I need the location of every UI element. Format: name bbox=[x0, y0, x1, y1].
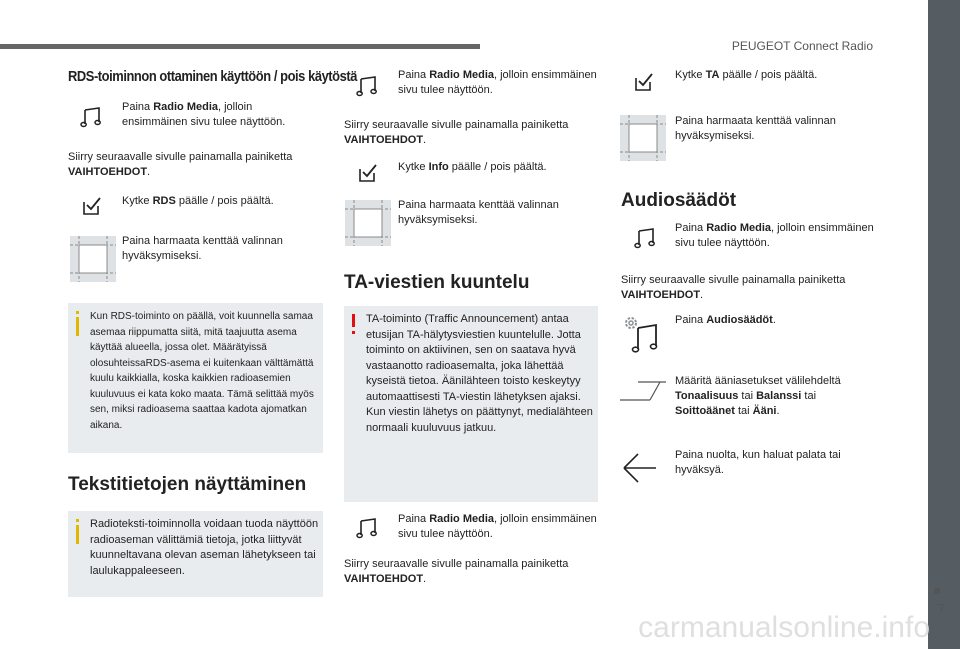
info-note-rds: Kun RDS-toiminto on päällä, voit kuunnella samaa asemaa riippumatta siitä, mitä taajuutta asema käyttää alueella, jossa olet. Määrätyissä olosuhteissaRDS-asema ei kuitenkaan välttämättä kuulu kaikkialla, koska kaikkien radioasemien kuuluvuus ei kata koko maata. Tämä selittää myös sen, miksi radioasema saattaa kadota ajomatkan aikana. bbox=[68, 303, 323, 453]
watermark: carmanualsonline.info bbox=[638, 611, 930, 644]
checkbox-icon bbox=[82, 196, 102, 216]
col1-para1: Siirry seuraavalle sivulle painamalla painiketta VAIHTOEHDOT. bbox=[68, 151, 293, 178]
col1-step2: Kytke RDS päälle / pois päältä. bbox=[122, 195, 274, 207]
music-note-icon bbox=[356, 75, 378, 97]
col3-step3: Paina Radio Media, jolloin ensimmäinen sivu tulee näyttöön. bbox=[675, 222, 874, 249]
grey-field-icon bbox=[620, 115, 666, 161]
music-note-icon bbox=[634, 227, 656, 249]
col2-step3: Paina harmaata kenttää valinnan hyväksymiseksi. bbox=[398, 199, 559, 226]
col2-step1: Paina Radio Media, jolloin ensimmäinen sivu tulee näyttöön. bbox=[398, 69, 597, 96]
col3-step5: Määritä ääniasetukset välilehdeltä Tonaalisuus tai Balanssi tai Soittoäänet tai Ääni. bbox=[675, 375, 841, 417]
music-note-icon bbox=[80, 106, 102, 128]
header-title: PEUGEOT Connect Radio bbox=[731, 39, 873, 53]
info-icon bbox=[76, 317, 79, 336]
checkbox-icon bbox=[358, 163, 378, 183]
col2-step4: Paina Radio Media, jolloin ensimmäinen sivu tulee näyttöön. bbox=[398, 513, 597, 540]
info-icon bbox=[76, 525, 79, 544]
back-arrow-icon bbox=[622, 450, 658, 486]
col1-step3: Paina harmaata kenttää valinnan hyväksymiseksi. bbox=[122, 235, 283, 262]
col2-step2: Kytke Info päälle / pois päältä. bbox=[398, 161, 547, 173]
warning-icon bbox=[352, 314, 355, 327]
col3-para1: Siirry seuraavalle sivulle painamalla painiketta VAIHTOEHDOT. bbox=[621, 274, 846, 301]
section-title-audio: Audiosäädöt bbox=[621, 190, 737, 211]
col1-step1: Paina Radio Media, jolloin ensimmäinen sivu tulee näyttöön. bbox=[122, 101, 286, 128]
gear-music-icon bbox=[622, 314, 662, 354]
section-title-text-info: Tekstitietojen näyttäminen bbox=[68, 474, 307, 495]
page-edge-tab bbox=[928, 0, 960, 649]
header-rule bbox=[0, 44, 480, 49]
info-note-radiotext: Radioteksti-toiminnolla voidaan tuoda näyttöön radioaseman välittämiä tietoja, jotka liittyvät kuunneltavana olevan aseman lähetykseen tai laulukappaleeseen. bbox=[68, 511, 323, 597]
col3-step2: Paina harmaata kenttää valinnan hyväksymiseksi. bbox=[675, 115, 836, 142]
grey-field-icon bbox=[70, 236, 116, 282]
page-number: 7 bbox=[938, 601, 946, 616]
col3-step1: Kytke TA päälle / pois päältä. bbox=[675, 69, 818, 81]
grey-field-icon bbox=[345, 200, 391, 246]
col2-para2: Siirry seuraavalle sivulle painamalla painiketta VAIHTOEHDOT. bbox=[344, 558, 569, 585]
section-title-rds: RDS-toiminnon ottaminen käyttöön / pois käytöstä bbox=[68, 68, 357, 85]
col2-para1: Siirry seuraavalle sivulle painamalla painiketta VAIHTOEHDOT. bbox=[344, 119, 569, 146]
col3-step4: Paina Audiosäädöt. bbox=[675, 314, 776, 326]
col3-step6: Paina nuolta, kun haluat palata tai hyväksyä. bbox=[675, 449, 841, 476]
section-title-ta: TA-viestien kuuntelu bbox=[344, 272, 530, 293]
end-marker bbox=[934, 588, 940, 594]
checkbox-icon bbox=[634, 72, 654, 92]
warning-note-ta: TA-toiminto (Traffic Announcement) antaa etusijan TA-hälytysviestien kuuntelulle. Jotta toiminto on aktiivinen, sen on saatava hyvä vastaanotto radioasemalta, joka lähettää kyseistä tietoa. Äänilähteen toisto keskeytyy automaattisesti TA-viestin lähetyksen ajaksi. Kun viestin lähetys on päättynyt, medialähteen normaali kuuluvuus jatkuu. bbox=[344, 306, 598, 502]
music-note-icon bbox=[356, 517, 378, 539]
slider-icon bbox=[620, 380, 666, 402]
